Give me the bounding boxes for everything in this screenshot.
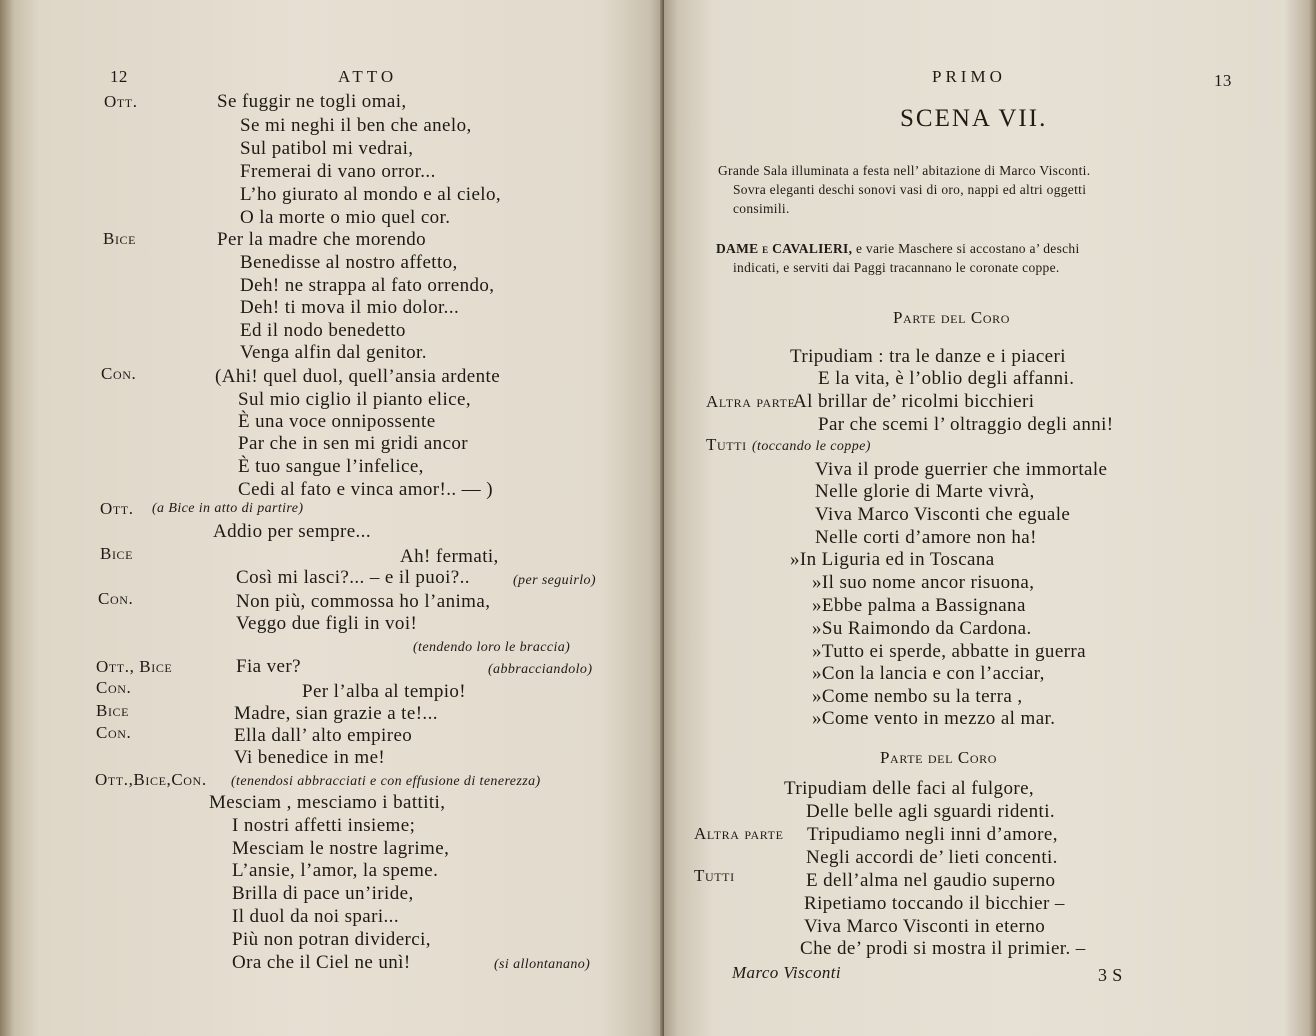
verse-line: Non più, commossa ho l’anima, — [236, 591, 491, 612]
verse-line: Così mi lasci?... – e il puoi?.. — [236, 567, 470, 588]
verse-line: »In Liguria ed in Toscana — [790, 549, 995, 570]
speaker-label: Con. — [98, 589, 134, 608]
scene-title: SCENA VII. — [900, 105, 1048, 132]
verse-line: Deh! ne strappa al fato orrendo, — [240, 275, 495, 296]
verse-line: Tripudiam delle faci al fulgore, — [784, 778, 1035, 799]
verse-line: Per la madre che morendo — [217, 229, 427, 250]
verse-line: Ora che il Ciel ne unì! — [232, 952, 411, 973]
verse-line: »Con la lancia e con l’acciar, — [812, 663, 1045, 684]
speaker-label: Ott. — [100, 499, 134, 518]
verse-line: E la vita, è l’oblio degli affanni. — [818, 368, 1075, 389]
page-number: 13 — [1214, 71, 1232, 90]
speaker-label: Con. — [101, 364, 137, 383]
verse-line: È tuo sangue l’infelice, — [238, 456, 424, 477]
stage-direction: (per seguirlo) — [513, 573, 596, 588]
verse-line: Benedisse al nostro affetto, — [240, 252, 458, 273]
verse-line: (Ahi! quel duol, quell’ansia ardente — [215, 366, 501, 387]
verse-line: »Come vento in mezzo al mar. — [812, 708, 1056, 729]
verse-line: Più non potran dividerci, — [232, 929, 431, 950]
verse-line: Vi benedice in me! — [234, 747, 386, 768]
speaker-label: Altra parte — [694, 824, 784, 843]
verse-line: Se mi neghi il ben che anelo, — [240, 115, 472, 136]
verse-line: Sul mio ciglio il pianto elice, — [238, 389, 471, 410]
verse-line: Madre, sian grazie a te!... — [234, 703, 438, 724]
verse-line: Nelle glorie di Marte vivrà, — [815, 481, 1035, 502]
verse-line: Sul patibol mi vedrai, — [240, 138, 414, 159]
verse-line: Se fuggir ne togli omai, — [217, 91, 407, 112]
verse-line: Veggo due figli in voi! — [236, 613, 418, 634]
verse-line: Fremerai di vano orror... — [240, 161, 436, 182]
signature-mark: 3 S — [1098, 965, 1123, 985]
section-heading: Parte del Coro — [880, 748, 997, 767]
verse-line: »Come nembo su la terra , — [812, 686, 1023, 707]
verse-line: Nelle corti d’amore non ha! — [815, 527, 1037, 548]
stage-direction: (toccando le coppe) — [752, 439, 871, 454]
verse-line: Deh! ti mova il mio dolor... — [240, 297, 460, 318]
speaker-label: Ott.,Bice,Con. — [95, 770, 207, 789]
verse-line: Mesciam le nostre lagrime, — [232, 838, 450, 859]
speaker-label: Con. — [96, 723, 132, 742]
section-heading: Parte del Coro — [893, 308, 1010, 327]
verse-line: Ah! fermati, — [400, 546, 499, 567]
speaker-label: Altra parte — [706, 392, 796, 411]
speaker-label: Bice — [96, 701, 130, 720]
footer-signature: Marco Visconti — [732, 963, 841, 982]
speaker-label: Bice — [103, 229, 137, 248]
speaker-label: Ott., Bice — [96, 657, 173, 676]
verse-line: Negli accordi de’ lieti concenti. — [806, 847, 1058, 868]
stage-direction-text: e varie Maschere si accostano a’ deschi — [852, 241, 1080, 256]
verse-line: Viva Marco Visconti in eterno — [804, 916, 1046, 937]
running-header: ATTO — [338, 67, 398, 86]
stage-direction: Grande Sala illuminata a festa nell’ abitazione di Marco Visconti. — [718, 163, 1091, 178]
speaker-label: Tutti — [706, 435, 747, 454]
stage-direction: (tendendo loro le braccia) — [413, 640, 571, 655]
verse-line: Per l’alba al tempio! — [302, 681, 467, 702]
verse-line: Al brillar de’ ricolmi bicchieri — [793, 391, 1035, 412]
verse-line: L’ansie, l’amor, la speme. — [232, 860, 439, 881]
verse-line: »Ebbe palma a Bassignana — [812, 595, 1026, 616]
speaker-label: Ott. — [104, 92, 138, 111]
stage-direction: Sovra eleganti deschi sonovi vasi di oro, nappi ed altri oggetti — [733, 182, 1087, 197]
verse-line: Viva il prode guerrier che immortale — [815, 459, 1108, 480]
stage-direction: (a Bice in atto di partire) — [152, 501, 304, 516]
speaker-label: Tutti — [694, 866, 735, 885]
verse-line: L’ho giurato al mondo e al cielo, — [240, 184, 502, 205]
dame-cavalieri-label: DAME e CAVALIERI, — [716, 241, 853, 256]
stage-direction: (abbracciandolo) — [488, 662, 593, 677]
verse-line: Ripetiamo toccando il bicchier – — [804, 893, 1065, 914]
verse-line: Ed il nodo benedetto — [240, 320, 406, 341]
verse-line: »Il suo nome ancor risuona, — [812, 572, 1035, 593]
verse-line: I nostri affetti insieme; — [232, 815, 416, 836]
page-number: 12 — [110, 67, 128, 86]
stage-direction: consimili. — [733, 201, 790, 216]
verse-line: Venga alfin dal genitor. — [240, 342, 427, 363]
verse-line: Par che scemi l’ oltraggio degli anni! — [818, 414, 1114, 435]
verse-line: »Su Raimondo da Cardona. — [812, 618, 1032, 639]
verse-line: Brilla di pace un’iride, — [232, 883, 414, 904]
verse-line: Cedi al fato e vinca amor!.. — ) — [238, 479, 493, 500]
running-header: PRIMO — [932, 67, 1006, 86]
verse-line: Tripudiamo negli inni d’amore, — [807, 824, 1058, 845]
verse-line: Delle belle agli sguardi ridenti. — [806, 801, 1056, 822]
verse-line: Che de’ prodi si mostra il primier. – — [800, 938, 1086, 959]
verse-line: Par che in sen mi gridi ancor — [238, 433, 469, 454]
verse-line: Addio per sempre... — [213, 521, 371, 542]
verse-line: Viva Marco Visconti che eguale — [815, 504, 1071, 525]
verse-line: Fia ver? — [236, 656, 301, 677]
verse-line: E dell’alma nel gaudio superno — [806, 870, 1056, 891]
verse-line: Tripudiam : tra le danze e i piaceri — [790, 346, 1066, 367]
verse-line: Il duol da noi spari... — [232, 906, 399, 927]
verse-line: O la morte o mio quel cor. — [240, 207, 451, 228]
verse-line: È una voce onnipossente — [238, 411, 436, 432]
verse-line: »Tutto ei sperde, abbatte in guerra — [812, 641, 1086, 662]
speaker-label: Bice — [100, 544, 134, 563]
stage-direction: (tenendosi abbracciati e con effusione di tenerezza) — [231, 774, 541, 789]
stage-direction: indicati, e serviti dai Paggi tracannano le coronate coppe. — [733, 260, 1060, 275]
right-page — [664, 0, 1316, 1036]
verse-line: Ella dall’ alto empireo — [234, 725, 413, 746]
stage-direction: (si allontanano) — [494, 957, 591, 972]
verse-line: Mesciam , mesciamo i battiti, — [209, 792, 446, 813]
speaker-label: Con. — [96, 678, 132, 697]
